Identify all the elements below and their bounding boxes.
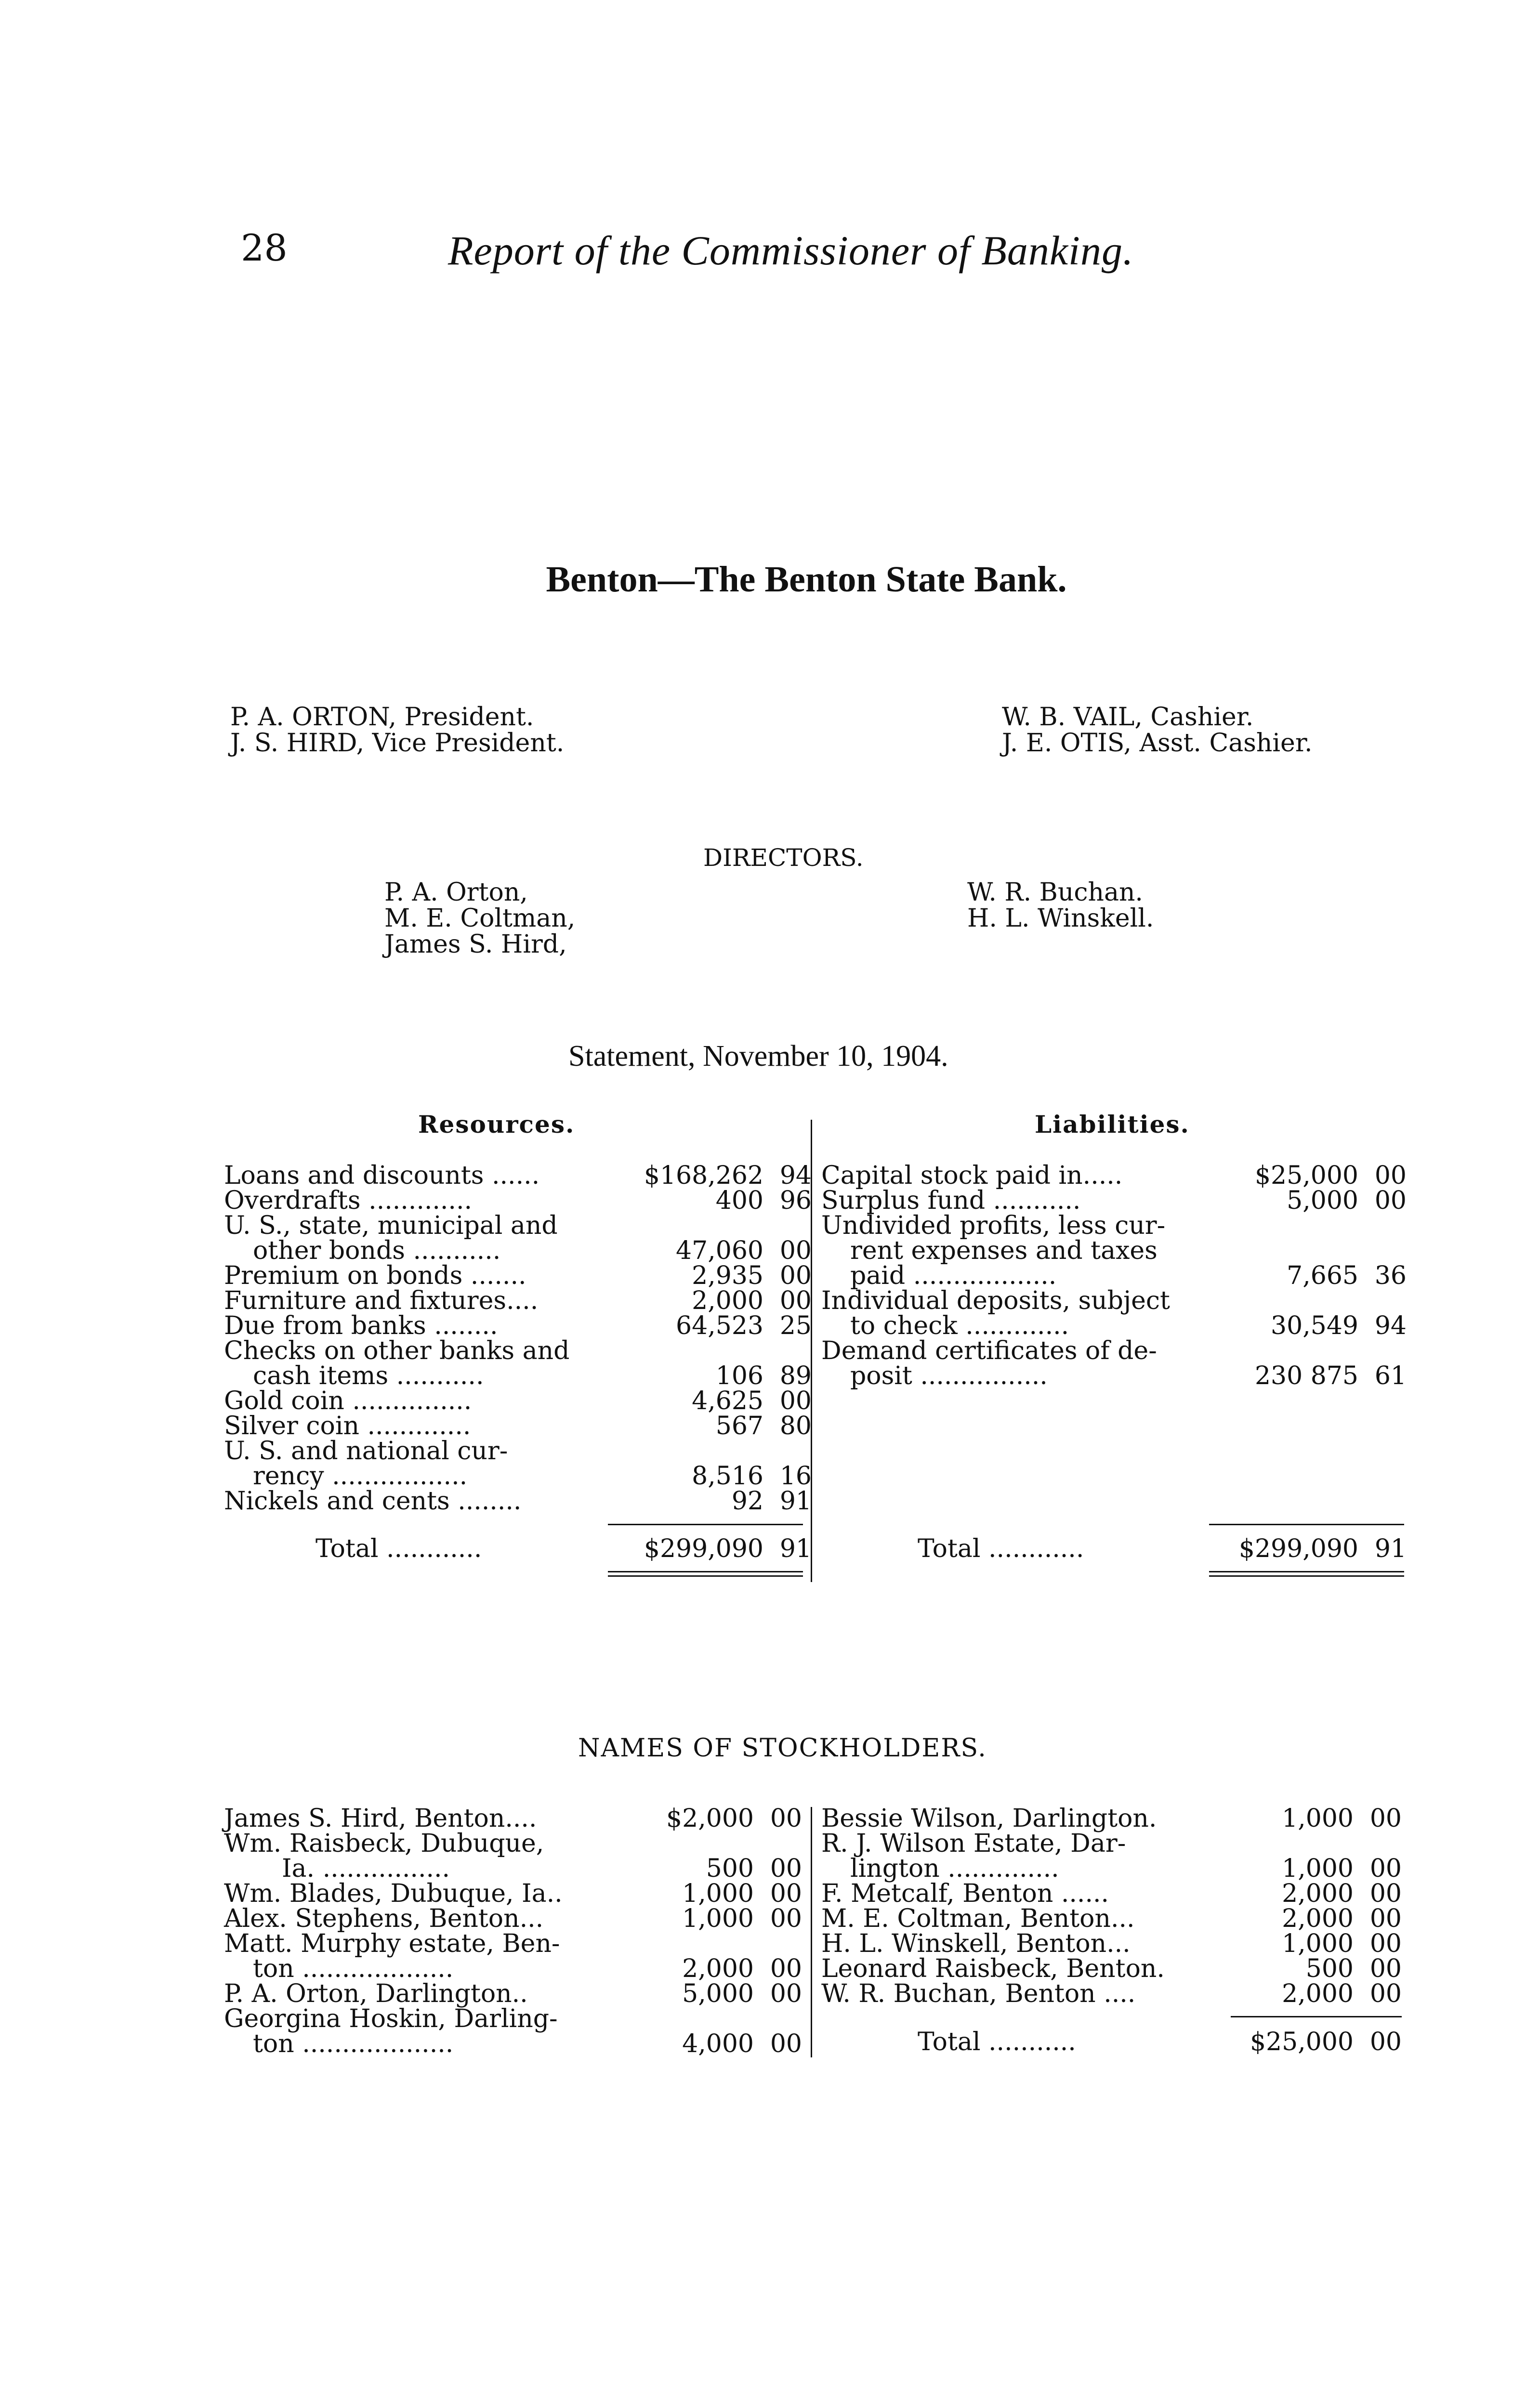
row-label: other bonds ........... (253, 1236, 501, 1265)
total-label: Total ............ (316, 1534, 482, 1563)
row-cents: 16 (779, 1462, 812, 1491)
total-dollars: $25,000 (1250, 2028, 1354, 2056)
row-cents: 91 (779, 1487, 812, 1516)
total-rule (608, 1524, 803, 1525)
stockholders-right (821, 1806, 1402, 2006)
table-row (821, 1288, 1407, 1313)
stockholder-cents: 00 (770, 2029, 802, 2058)
row-dollars: 64,523 (676, 1311, 763, 1340)
stockholder-name: P. A. Orton, Darlington.. (224, 1979, 528, 2008)
row-label: rent expenses and taxes (850, 1236, 1158, 1265)
total-row (821, 2029, 1402, 2055)
row-label: Premium on bonds ....... (224, 1261, 526, 1290)
table-row (224, 1313, 812, 1338)
row-dollars: 106 (715, 1361, 763, 1390)
row-label: U. S., state, municipal and (224, 1211, 558, 1240)
row-label: Surplus fund ........... (821, 1186, 1081, 1215)
table-row (821, 1313, 1407, 1338)
row-label: U. S. and national cur- (224, 1437, 508, 1466)
stockholder-name: M. E. Coltman, Benton... (821, 1904, 1135, 1933)
stockholder-dollars: 1,000 (1282, 1929, 1354, 1958)
stockholder-dollars: 500 (706, 1854, 754, 1883)
table-row (224, 1238, 812, 1263)
officers-left (230, 704, 564, 756)
stockholder-dollars: 1,000 (1282, 1804, 1354, 1833)
double-rule (1209, 1571, 1404, 1577)
row-label: Overdrafts ............. (224, 1186, 473, 1215)
table-row (224, 1464, 812, 1489)
stockholder-name: Leonard Raisbeck, Benton. (821, 1954, 1165, 1983)
total-row (224, 1536, 812, 1561)
table-row (224, 1489, 812, 1514)
double-rule (608, 1571, 803, 1577)
stockholders-left (224, 1806, 802, 2056)
list-item (224, 1831, 802, 1856)
total-cents: 91 (779, 1534, 812, 1563)
liabilities-total (821, 1536, 1407, 1561)
row-dollars: 47,060 (676, 1236, 763, 1265)
table-row (821, 1263, 1407, 1288)
row-label: Nickels and cents ........ (224, 1487, 522, 1516)
list-item (224, 1931, 802, 1956)
stockholder-name: F. Metcalf, Benton ...... (821, 1879, 1109, 1908)
stockholder-name: R. J. Wilson Estate, Dar- (821, 1829, 1126, 1858)
list-item (821, 1806, 1402, 1831)
list-item (224, 1956, 802, 1981)
stockholder-cents: 00 (1369, 1929, 1402, 1958)
stockholder-cents: 00 (1369, 1979, 1402, 2008)
list-item (224, 2006, 802, 2031)
table-row (224, 1188, 812, 1213)
liabilities-table (821, 1163, 1407, 1388)
table-row (224, 1413, 812, 1439)
table-row (821, 1363, 1407, 1388)
column-divider (811, 1807, 812, 2057)
stockholder-dollars: $2,000 (666, 1804, 754, 1833)
total-rule (1231, 2016, 1402, 2017)
table-row (224, 1388, 812, 1413)
stockholder-cents: 00 (770, 1879, 802, 1908)
running-head (241, 226, 1301, 294)
row-label: Checks on other banks and (224, 1336, 570, 1365)
running-title: Report of the Commissioner of Banking. (448, 227, 1134, 274)
table-row (224, 1439, 812, 1464)
stockholder-name: H. L. Winskell, Benton... (821, 1929, 1131, 1958)
stockholder-name: James S. Hird, Benton.... (224, 1804, 537, 1833)
stockholder-name: ton ................... (253, 2029, 454, 2058)
row-label: Gold coin ............... (224, 1387, 472, 1415)
row-cents: 00 (1374, 1186, 1407, 1215)
stockholder-cents: 00 (770, 1804, 802, 1833)
list-item (224, 1856, 802, 1881)
row-dollars: 4,625 (692, 1387, 763, 1415)
list-item (821, 1981, 1402, 2006)
director: P. A. Orton, (384, 878, 528, 907)
total-rule (1209, 1524, 1404, 1525)
officers-right (1002, 704, 1313, 756)
row-label: Loans and discounts ...... (224, 1161, 540, 1190)
stockholder-cents: 00 (1369, 1854, 1402, 1883)
row-cents: 94 (1374, 1311, 1407, 1340)
stockholder-name: Wm. Raisbeck, Dubuque, (224, 1829, 544, 1858)
list-item (821, 1831, 1402, 1856)
stockholder-cents: 00 (770, 1904, 802, 1933)
liabilities-heading: Liabilities. (1035, 1110, 1190, 1139)
row-cents: 96 (779, 1186, 812, 1215)
stockholder-dollars: 1,000 (1282, 1854, 1354, 1883)
total-cents: 00 (1369, 2028, 1402, 2056)
table-row (224, 1363, 812, 1388)
row-dollars: 8,516 (692, 1462, 763, 1491)
stockholders-heading: NAMES OF STOCKHOLDERS. (578, 1734, 987, 1763)
row-cents: 00 (779, 1286, 812, 1315)
total-row (821, 1536, 1407, 1561)
row-dollars: 92 (731, 1487, 763, 1516)
stockholder-cents: 00 (1369, 1954, 1402, 1983)
row-cents: 36 (1374, 1261, 1407, 1290)
stockholder-dollars: 2,000 (1282, 1879, 1354, 1908)
row-cents: 89 (779, 1361, 812, 1390)
stockholder-name: W. R. Buchan, Benton .... (821, 1979, 1136, 2008)
table-row (821, 1238, 1407, 1263)
row-dollars: $25,000 (1254, 1161, 1358, 1190)
stockholder-cents: 00 (770, 1854, 802, 1883)
table-row (224, 1263, 812, 1288)
stockholders-total (821, 2029, 1402, 2055)
row-dollars: 400 (715, 1186, 763, 1215)
row-dollars: 2,935 (692, 1261, 763, 1290)
director: W. R. Buchan. (967, 878, 1143, 907)
directors-left (384, 879, 575, 957)
row-cents: 80 (779, 1412, 812, 1440)
row-label: Due from banks ........ (224, 1311, 498, 1340)
table-row (821, 1338, 1407, 1363)
resources-total (224, 1536, 812, 1561)
stockholder-dollars: 5,000 (682, 1979, 754, 2008)
row-label: Individual deposits, subject (821, 1286, 1170, 1315)
table-row (821, 1163, 1407, 1188)
table-row (821, 1213, 1407, 1238)
director: James S. Hird, (384, 930, 567, 959)
directors-heading: DIRECTORS. (703, 844, 864, 872)
list-item (821, 1906, 1402, 1931)
resources-heading: Resources. (418, 1110, 575, 1139)
row-dollars: 230 875 (1254, 1361, 1358, 1390)
total-cents: 91 (1374, 1534, 1407, 1563)
row-cents: 00 (779, 1236, 812, 1265)
row-dollars: 7,665 (1287, 1261, 1358, 1290)
director: M. E. Coltman, (384, 904, 576, 933)
officer-vice-president: J. S. HIRD, Vice President. (230, 729, 565, 758)
row-label: Undivided profits, less cur- (821, 1211, 1166, 1240)
list-item (821, 1881, 1402, 1906)
directors-right (967, 879, 1154, 931)
list-item (224, 1906, 802, 1931)
row-dollars: 567 (715, 1412, 763, 1440)
stockholder-dollars: 500 (1305, 1954, 1354, 1983)
stockholder-cents: 00 (1369, 1904, 1402, 1933)
stockholder-dollars: 2,000 (1282, 1979, 1354, 2008)
stockholder-cents: 00 (1369, 1879, 1402, 1908)
row-dollars: 30,549 (1271, 1311, 1358, 1340)
director: H. L. Winskell. (967, 904, 1154, 933)
statement-title: Statement, November 10, 1904. (568, 1040, 948, 1073)
row-dollars: 2,000 (692, 1286, 763, 1315)
row-label: paid .................. (850, 1261, 1057, 1290)
officer-asst-cashier: J. E. OTIS, Asst. Cashier. (1002, 729, 1313, 758)
stockholder-name: lington .............. (850, 1854, 1059, 1883)
table-row (821, 1188, 1407, 1213)
row-label: to check ............. (850, 1311, 1069, 1340)
row-label: cash items ........... (253, 1361, 484, 1390)
page-number: 28 (241, 226, 288, 269)
stockholder-cents: 00 (770, 1954, 802, 1983)
list-item (821, 1931, 1402, 1956)
row-label: Capital stock paid in..... (821, 1161, 1123, 1190)
row-cents: 00 (779, 1261, 812, 1290)
stockholder-name: Bessie Wilson, Darlington. (821, 1804, 1157, 1833)
table-row (224, 1288, 812, 1313)
resources-table (224, 1163, 812, 1514)
stockholder-cents: 00 (1369, 1804, 1402, 1833)
stockholder-name: ton ................... (253, 1954, 454, 1983)
officer-president: P. A. ORTON, President. (230, 703, 534, 732)
row-cents: 25 (779, 1311, 812, 1340)
row-label: Silver coin ............. (224, 1412, 471, 1440)
row-cents: 94 (779, 1161, 812, 1190)
stockholder-name: Matt. Murphy estate, Ben- (224, 1929, 560, 1958)
total-label: Total ............ (918, 1534, 1084, 1563)
table-row (224, 1163, 812, 1188)
row-cents: 61 (1374, 1361, 1407, 1390)
list-item (224, 1806, 802, 1831)
row-label: posit ................ (850, 1361, 1048, 1390)
officer-cashier: W. B. VAIL, Cashier. (1002, 703, 1254, 732)
list-item (821, 1856, 1402, 1881)
list-item (224, 2031, 802, 2056)
stockholder-cents: 00 (770, 1979, 802, 2008)
total-dollars: $299,090 (644, 1534, 763, 1563)
stockholder-name: Georgina Hoskin, Darling- (224, 2004, 558, 2033)
stockholder-dollars: 2,000 (1282, 1904, 1354, 1933)
list-item (224, 1881, 802, 1906)
stockholder-name: Wm. Blades, Dubuque, Ia.. (224, 1879, 563, 1908)
stockholder-name: Ia. ................ (282, 1854, 450, 1883)
row-label: Furniture and fixtures.... (224, 1286, 539, 1315)
row-dollars: 5,000 (1287, 1186, 1358, 1215)
total-dollars: $299,090 (1238, 1534, 1358, 1563)
total-label: Total ........... (918, 2028, 1076, 2056)
stockholder-dollars: 1,000 (682, 1879, 754, 1908)
list-item (224, 1981, 802, 2006)
stockholder-dollars: 2,000 (682, 1954, 754, 1983)
stockholder-name: Alex. Stephens, Benton... (224, 1904, 544, 1933)
row-cents: 00 (1374, 1161, 1407, 1190)
row-label: rency ................. (253, 1462, 468, 1491)
stockholder-dollars: 4,000 (682, 2029, 754, 2058)
row-label: Demand certificates of de- (821, 1336, 1157, 1365)
list-item (821, 1956, 1402, 1981)
bank-title: Benton—The Benton State Bank. (546, 559, 1067, 600)
table-row (224, 1213, 812, 1238)
row-dollars: $168,262 (644, 1161, 763, 1190)
table-row (224, 1338, 812, 1363)
stockholder-dollars: 1,000 (682, 1904, 754, 1933)
row-cents: 00 (779, 1387, 812, 1415)
